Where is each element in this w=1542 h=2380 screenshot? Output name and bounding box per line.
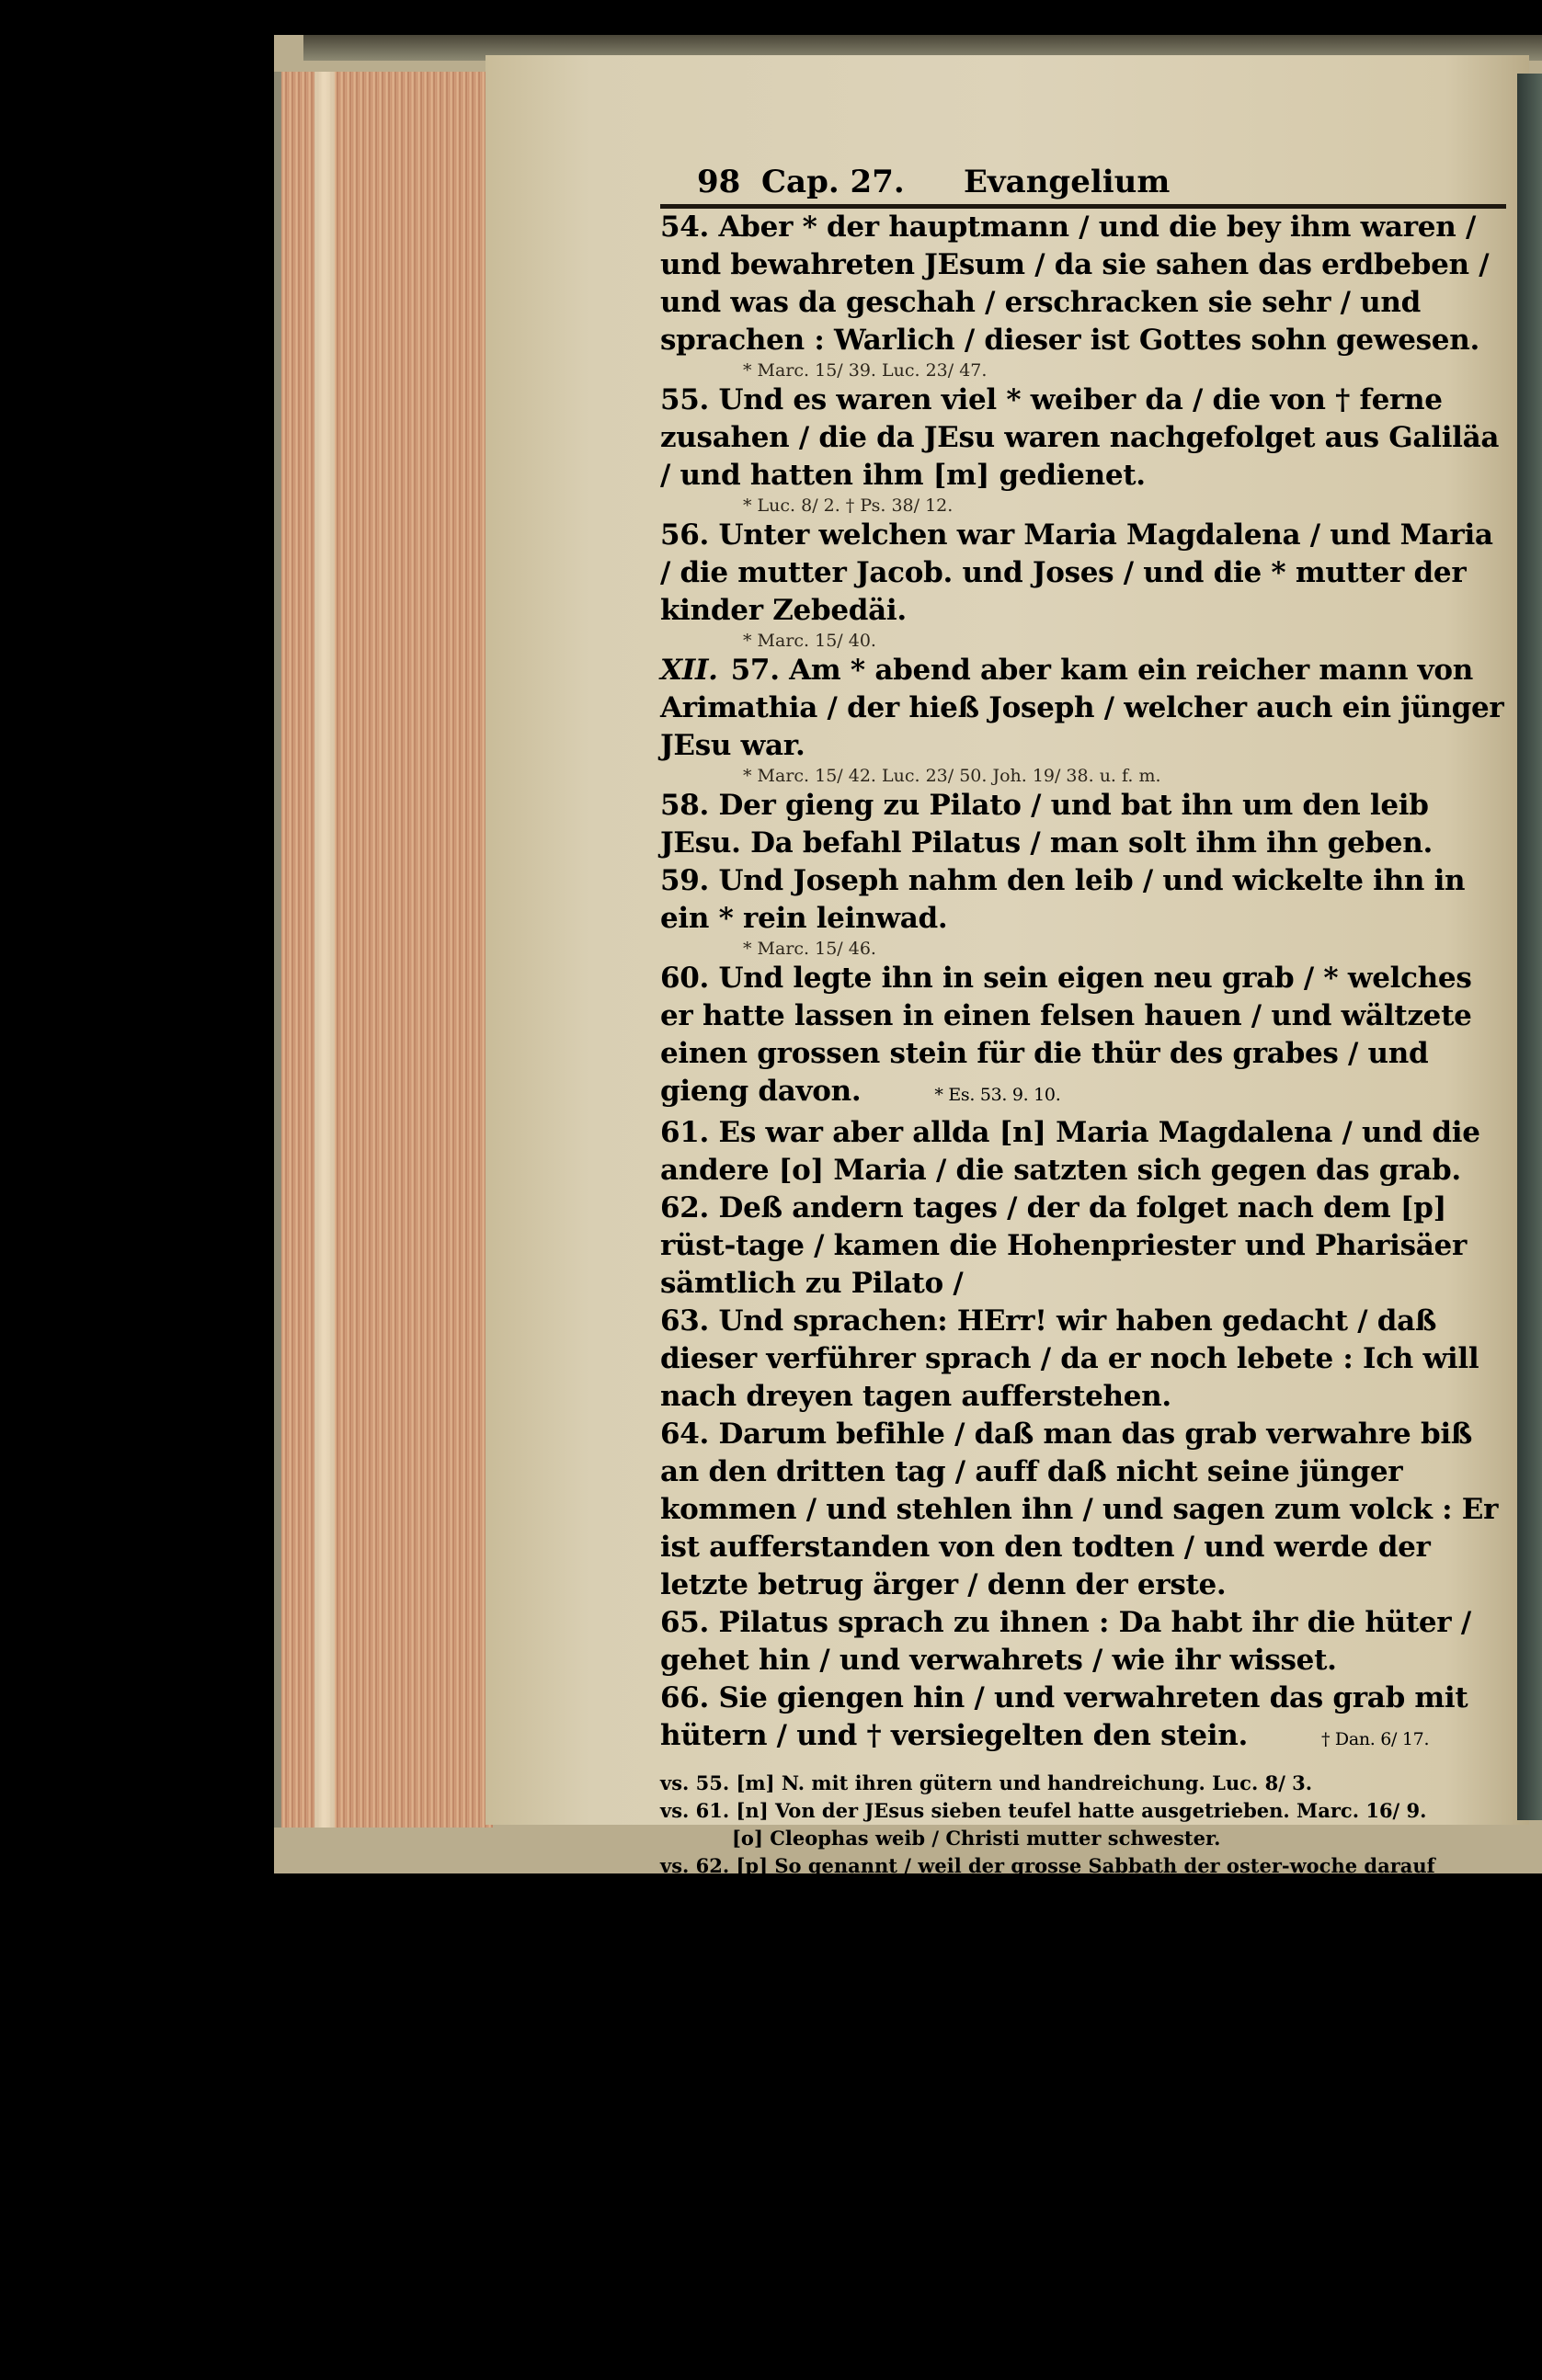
verse-text: 64. Darum befihle / daß man das grab verwahre biß an den dritten tag / auff daß nicht seine jünger kommen / und stehlen ihn / und sagen zum volck : Er ist aufferstanden von den todten / und werde der letzte betrug ärger / denn der erste. (660, 1418, 1499, 1601)
cross-reference: * Es. 53. 9. 10. (934, 1085, 1061, 1105)
verse-text: 55. Und es waren viel * weiber da / die von † ferne zusahen / die da JEsu waren nachgefolget aus Galiläa / und hatten ihm [m] gedienet. (660, 383, 1500, 492)
page-number: 98 (697, 164, 741, 200)
application-text: (1) W. v. 1. Welch' eine frechheit ! blinde sollen über das liecht / heyden über Christum / lügner über seine warheit / gottlose über sein leben richten ? (2) W. v. 3. Wahre busse erstattet alles gestohlene und unrecht gewonnene wider ; ausser diesem ist keine vergebung der sünde. L. v. 6. Verdammte heuchler ! die mit grossen und groben sünden spihlen / in den kleinesten sorgfalt zum schein beweisen. Wie viel sind deren / welche ihre hände waschen / da ihr hertz voller un- (660, 1975, 1502, 2347)
cross-reference: * Marc. 15/ 39. Luc. 23/ 47. (743, 360, 988, 381)
footnote: vs. 62. [p] So genannt / weil der grosse Sabbath der oster-woche darauf folgete. (660, 1854, 1435, 1905)
verse (660, 381, 1508, 495)
verse (660, 1604, 1508, 1680)
verse (660, 1114, 1508, 1190)
verse-text: 59. Und Joseph nahm den leib / und wickelte ihn in ein * rein leinwad. (660, 864, 1466, 935)
verse-text: 60. Und legte ihn in sein eigen neu grab / * welches er hatte lassen in einen felsen hauen / und wältzete einen grossen stein für die thür des grabes / und gieng davon. (660, 962, 1472, 1108)
verse-text: 58. Der gieng zu Pilato / und bat ihn um den leib JEsu. Da befahl Pilatus / man solt ihm ihn geben. (660, 789, 1433, 860)
footnote: [o] Cleophas weib / Christi mutter schwester. (732, 1827, 1221, 1850)
page-content (660, 164, 1508, 2380)
facing-page-edge (1517, 74, 1542, 1820)
footnotes (660, 1770, 1508, 1907)
cross-reference: * Marc. 15/ 42. Luc. 23/ 50. Joh. 19/ 38. u. f. m. (743, 766, 1161, 786)
cross-reference: * Marc. 15/ 46. (743, 939, 876, 959)
page-edge-highlight (314, 72, 335, 1828)
chapter-label: Cap. 27. (761, 164, 905, 200)
verse (660, 1680, 1508, 1759)
verse (660, 652, 1508, 765)
verse-text: 57. Am * abend aber kam ein reicher mann von Arimathia / der hieß Joseph / welcher auch ein jünger JEsu war. (660, 654, 1504, 762)
application-title: Nutzanwendung. (919, 1919, 1250, 1960)
header-title: Evangelium (964, 164, 1171, 200)
page-edges (274, 72, 493, 1828)
cross-reference: * Marc. 15/ 40. (743, 631, 876, 651)
catchword: flath (1442, 2350, 1508, 2380)
verse (660, 787, 1508, 862)
footnote: vs. 61. [n] Von der JEsus sieben teufel hatte ausgetrieben. Marc. 16/ 9. (660, 1799, 1427, 1822)
verse (660, 1190, 1508, 1303)
verse (660, 1416, 1508, 1604)
verse-text: 63. Und sprachen: HErr! wir haben gedacht / daß dieser verführer sprach / da er noch lebete : Ich will nach dreyen tagen aufferstehen. (660, 1304, 1479, 1413)
footnote: vs. 55. [m] N. mit ihren gütern und handreichung. Luc. 8/ 3. (660, 1771, 1313, 1794)
verse-text: 61. Es war aber allda [n] Maria Magdalena / und die andere [o] Maria / die satzten sich gegen das grab. (660, 1116, 1480, 1187)
verse-text: 56. Unter welchen war Maria Magdalena / und Maria / die mutter Jacob. und Joses / und die * mutter der kinder Zebedäi. (660, 518, 1493, 627)
verse (660, 517, 1508, 630)
verse-list (660, 209, 1508, 1759)
verse-text: 62. Deß andern tages / der da folget nach dem [p] rüst-tage / kamen die Hohenpriester und Pharisäer sämtlich zu Pilato / (660, 1191, 1467, 1300)
verse (660, 960, 1508, 1114)
cross-reference: † Dan. 6/ 17. (1320, 1729, 1430, 1749)
verse (660, 862, 1508, 938)
section-marker: XII. (660, 654, 718, 687)
cross-reference: * Luc. 8/ 2. † Ps. 38/ 12. (743, 495, 954, 516)
verse (660, 1303, 1508, 1416)
running-header (660, 164, 1506, 209)
verse-text: 66. Sie giengen hin / und verwahreten das grab mit hütern / und † versiegelten den stein. (660, 1681, 1468, 1752)
verse (660, 209, 1508, 359)
verse-text: 54. Aber * der hauptmann / und die bey ihm waren / und bewahreten JEsum / da sie sahen das erdbeben / und was da geschah / erschracken sie sehr / und sprachen : Warlich / dieser ist Gottes sohn gewesen. (660, 211, 1490, 357)
verse-text: 65. Pilatus sprach zu ihnen : Da habt ihr die hüter / gehet hin / und verwahrets / wie ihr wisset. (660, 1606, 1471, 1677)
